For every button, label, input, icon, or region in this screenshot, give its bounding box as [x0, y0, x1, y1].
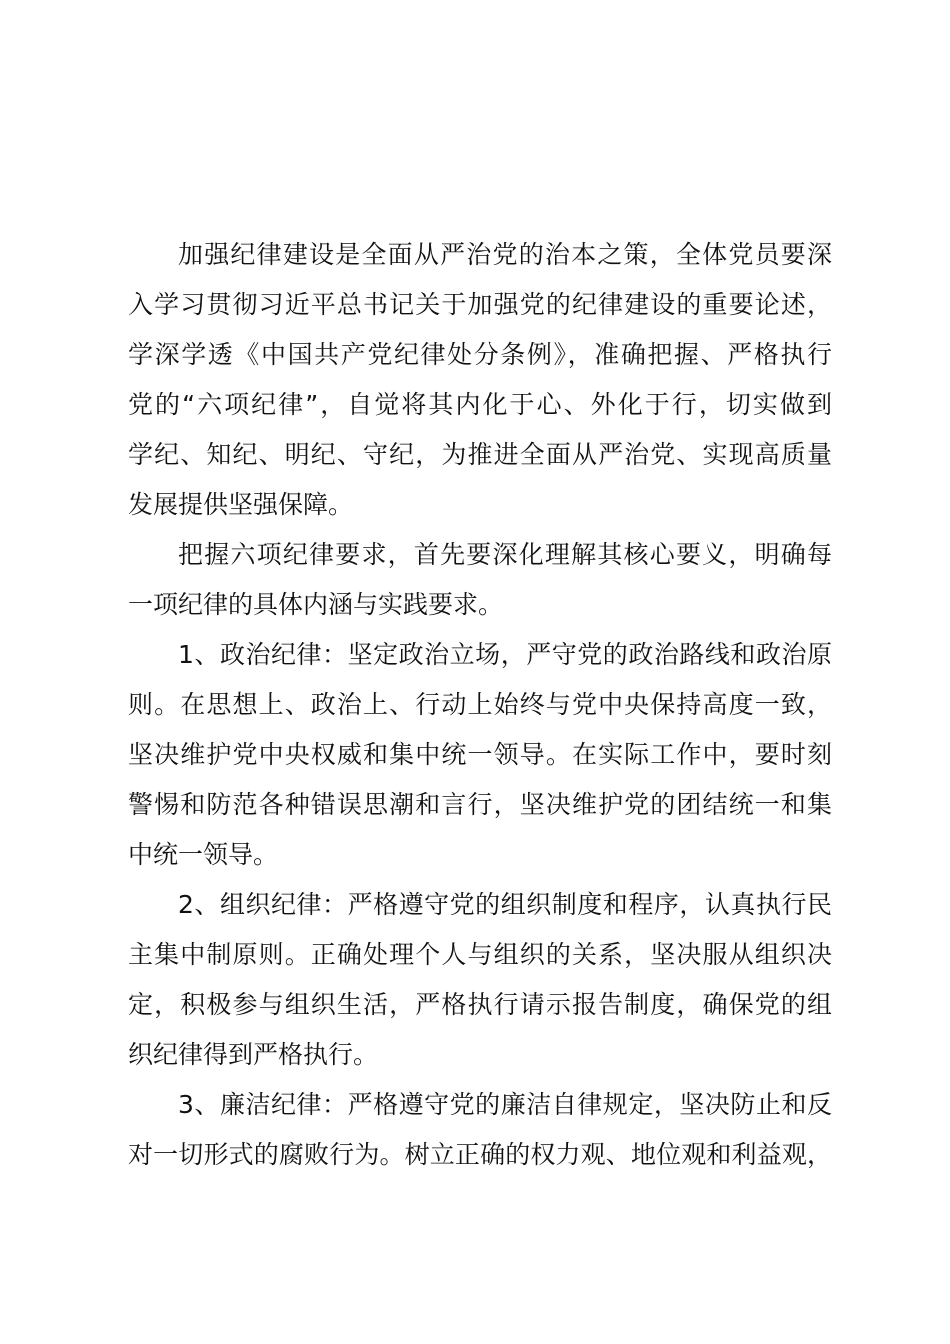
text-line: 对一切形式的腐败行为。树立正确的权力观、地位观和利益观，: [128, 1140, 832, 1169]
text-line: 一项纪律的具体内涵与实践要求。: [128, 590, 504, 619]
paragraph: [128, 1080, 832, 1180]
text-line: 发展提供坚强保障。: [128, 490, 354, 519]
text-line: 加强纪律建设是全面从严治党的治本之策，全体党员要深: [178, 240, 832, 269]
paragraph: [128, 230, 832, 530]
text-line: 党的“六项纪律”，自觉将其内化于心、外化于行，切实做到: [128, 390, 832, 419]
text-line: 学深学透《中国共产党纪律处分条例》，准确把握、严格执行: [128, 340, 832, 369]
text-line: 2、组织纪律：严格遵守党的组织制度和程序，认真执行民: [178, 890, 832, 919]
text-line: 中统一领导。: [128, 840, 279, 869]
text-line: 3、廉洁纪律：严格遵守党的廉洁自律规定，坚决防止和反: [178, 1090, 832, 1119]
text-line: 学纪、知纪、明纪、守纪，为推进全面从严治党、实现高质量: [128, 440, 832, 469]
text-line: 把握六项纪律要求，首先要深化理解其核心要义，明确每: [178, 540, 832, 569]
text-line: 坚决维护党中央权威和集中统一领导。在实际工作中，要时刻: [128, 740, 832, 769]
text-line: 警惕和防范各种错误思潮和言行，坚决维护党的团结统一和集: [128, 790, 832, 819]
text-line: 入学习贯彻习近平总书记关于加强党的纪律建设的重要论述，: [128, 290, 832, 319]
text-line: 则。在思想上、政治上、行动上始终与党中央保持高度一致，: [128, 690, 832, 719]
paragraph: [128, 630, 832, 880]
text-line: 织纪律得到严格执行。: [128, 1040, 379, 1069]
document-body: [128, 230, 832, 1180]
text-line: 1、政治纪律：坚定政治立场，严守党的政治路线和政治原: [178, 640, 832, 669]
text-line: 主集中制原则。正确处理个人与组织的关系，坚决服从组织决: [128, 940, 832, 969]
text-line: 定，积极参与组织生活，严格执行请示报告制度，确保党的组: [128, 990, 832, 1019]
paragraph: [128, 880, 832, 1080]
paragraph: [128, 530, 832, 630]
